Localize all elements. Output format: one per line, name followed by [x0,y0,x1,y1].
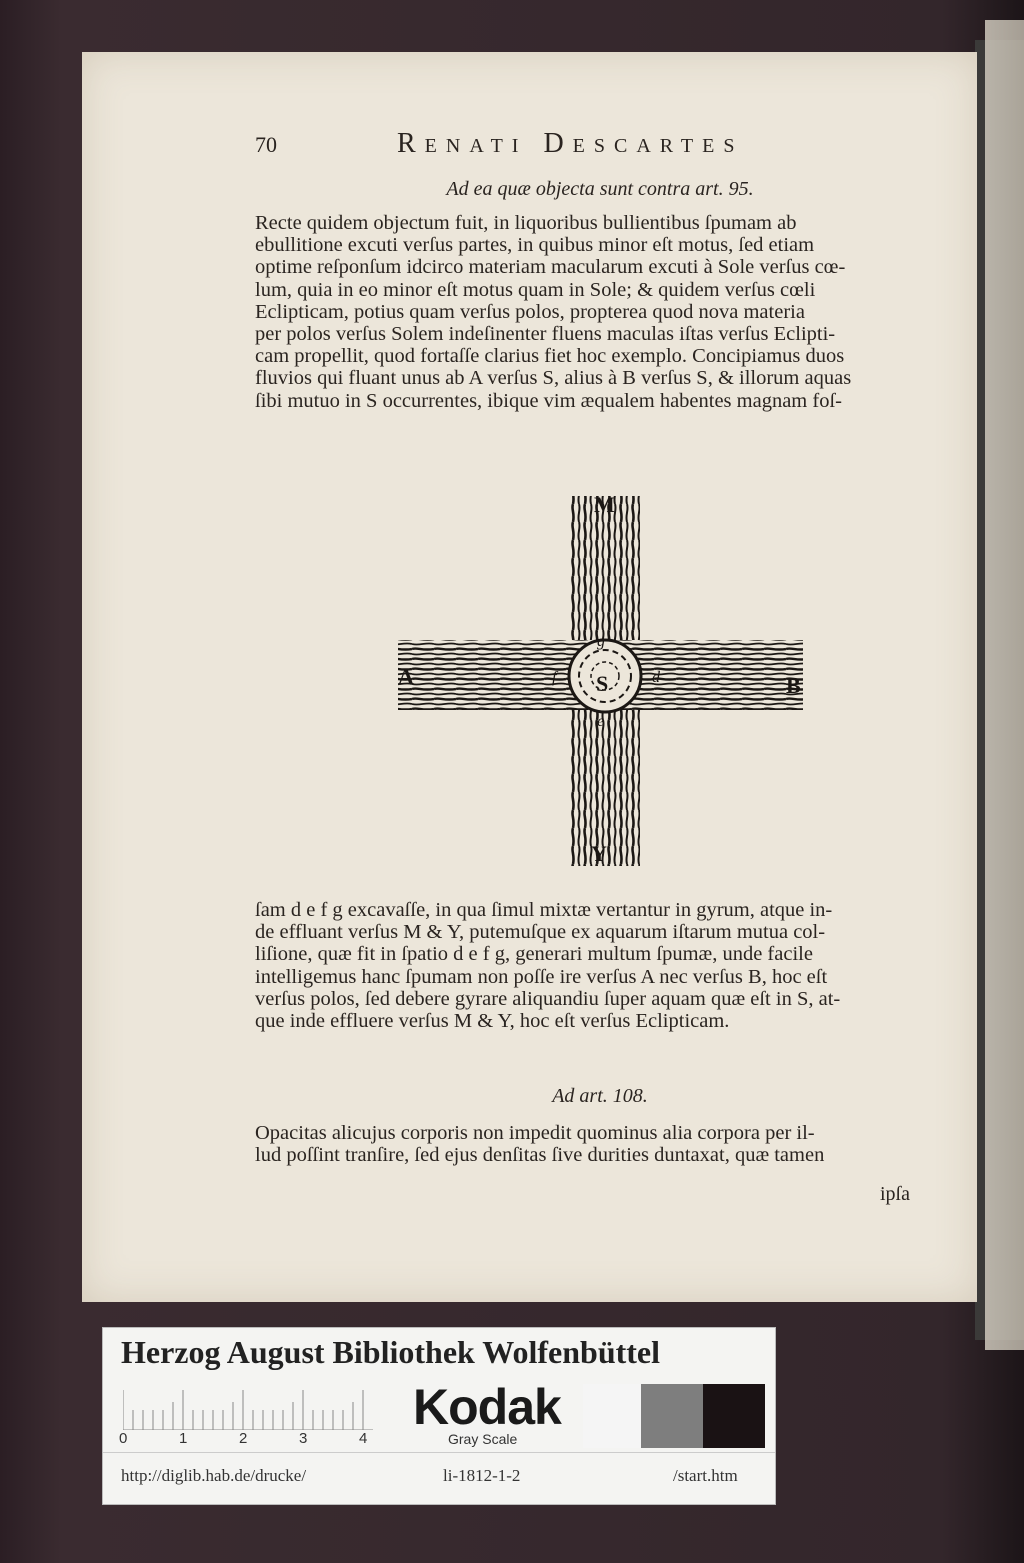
url-suffix: /start.htm [673,1466,738,1485]
label-f: f [552,669,557,686]
text-line: cam propellit, quod fortaſſe clarius fiet hoc exemplo. Concipiamus duos [255,345,845,368]
text-line: intelligemus hanc ſpumam non poſſe ire verſus A nec verſus B, hoc eſt [255,965,828,988]
text-line: fluvios qui fluant unus ab A verſus S, alius à B verſus S, & illorum aquas [255,367,852,390]
ruler-number: 0 [119,1430,128,1447]
text-line: lud poſſint tranſire, ſed ejus denſitas ſive durities duntaxat, quæ tamen [255,1144,825,1167]
label-B: B [786,673,801,698]
page-number: 70 [255,132,277,157]
ruler-number: 2 [239,1430,248,1447]
ruler-number: 4 [359,1430,368,1447]
text-line: de effluant verſus M & Y, putemuſque ex aquarum iſtarum mutua col- [255,921,826,944]
text-line: liſione, quæ fit in ſpatio d e f g, generari multum ſpumæ, unde facile [255,943,813,966]
paragraph-art-95-part2 [255,899,935,1032]
text-line: Opacitas alicujus corporis non impedit quominus alia corpora per il- [255,1122,815,1144]
label-A: A [398,664,414,689]
label-e: e [597,713,605,730]
text-line: verſus polos, ſed debere gyrare aliquandiu ſuper aquam quæ eſt in S, at- [255,987,841,1010]
ruler-scale [123,1386,383,1430]
label-g: g [597,633,605,650]
running-head [255,128,795,162]
gray-swatch-black [703,1384,765,1448]
adjacent-page-sliver [985,20,1024,1350]
text-line: ſam d e f g excavaſſe, in qua ſimul mixtæ vertantur in gyrum, atque in- [255,899,833,921]
card-divider [103,1452,775,1453]
gray-swatch-mid [641,1384,703,1448]
label-Y: Y [591,841,607,866]
text-line: ebullitione excuti verſus partes, in quibus minor eſt motus, ſed etiam [255,234,815,257]
url-id: li-1812-1-2 [443,1466,521,1485]
text-line: que inde effluere verſus M & Y, hoc eſt verſus Eclipticam. [255,1010,730,1033]
kodak-logo: Kodak [413,1379,561,1435]
paragraph-art-95-part1 [255,212,935,412]
gray-scale-label: Gray Scale [448,1431,518,1447]
label-S: S [596,671,609,696]
gray-swatch-white [583,1384,641,1448]
section-heading-art-108: Ad art. 108. [552,1085,648,1107]
library-name: Herzog August Bibliothek Wolfenbüttel [121,1334,661,1370]
cross-rivers-figure [390,486,810,876]
ruler-number: 1 [179,1430,188,1447]
text-line: optime reſponſum idcirco materiam macularum excuti à Sole verſus cœ- [255,256,846,279]
text-line: Eclipticam, potius quam verſus polos, propterea quod nova materia [255,300,805,323]
running-title: Renati Descartes [397,128,744,159]
text-line: ſibi mutuo in S occurrentes, ibique vim æqualem habentes magnam foſ- [255,389,842,412]
label-M: M [594,492,615,517]
woodcut-cross-diagram [390,486,810,876]
color-target-card [102,1327,776,1505]
paragraph-art-108 [255,1122,935,1166]
label-d: d [652,669,660,686]
section-heading-art-95: Ad ea quæ objecta sunt contra art. 95. [446,178,754,200]
text-line: Recte quidem objectum fuit, in liquoribus bullientibus ſpumam ab [255,212,797,234]
url-base: http://diglib.hab.de/drucke/ [121,1466,307,1485]
catchword: ipſa [880,1183,910,1205]
text-line: per polos verſus Solem indeſinenter fluens maculas iſtas verſus Eclipti- [255,323,836,346]
text-line: lum, quia in eo minor eſt motus quam in Sole; & quidem verſus cœli [255,278,816,301]
ruler-number: 3 [299,1430,308,1447]
